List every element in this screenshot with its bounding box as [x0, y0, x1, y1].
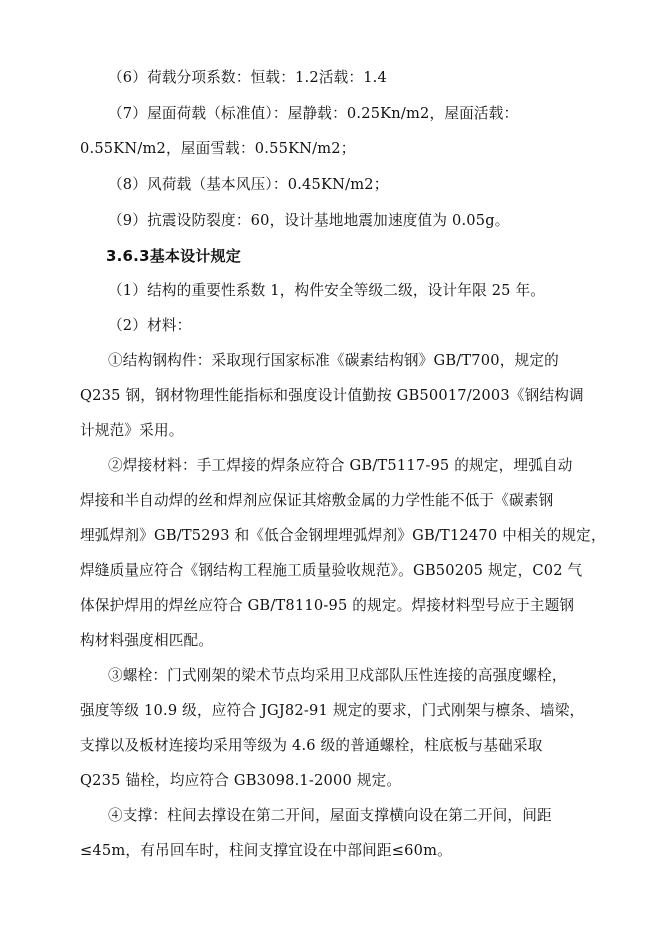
materials-line: （2）材料：: [108, 317, 192, 334]
bracing-line: ④支撑：柱间去撑设在第二开间，屋面支撑横向设在第二开间，间距: [108, 807, 552, 824]
wind-load-line: （8）风荷载（基本风压）：0.45KN/m2；: [108, 176, 389, 193]
section-heading: 3.6.3基本设计规定: [106, 247, 241, 265]
steel-members-cont-line: Q235 钢，钢材物理性能指标和强度设计值勤按 GB50017/2003《钢结构调: [80, 387, 584, 404]
seismic-line: （9）抗震设防裂度：60，设计基地地震加速度值为 0.05g。: [108, 212, 510, 229]
welding-cont-line-4: 体保护焊用的焊丝应符合 GB/T8110-95 的规定。焊接材料型号应于主题钢: [80, 597, 575, 614]
welding-cont-line-2: 埋弧焊剂》GB/T5293 和《低合金钢埋埋弧焊剂》GB/T12470 中相关的规定，: [80, 527, 606, 544]
importance-factor-line: （1）结构的重要性系数 1，构件安全等级二级，设计年限 25 年。: [108, 282, 546, 299]
roof-load-line: （7）屋面荷载（标准值）：屋静载：0.25Kn/m2，屋面活载：: [108, 105, 519, 122]
bolts-line: ③螺栓：门式刚架的梁术节点均采用卫戍部队压性连接的高强度螺栓，: [108, 667, 567, 684]
steel-members-line: ①结构钢构件：采取现行国家标准《碳素结构钢》GB/T700，规定的: [108, 352, 559, 369]
bolts-cont-line-2: 支撑以及板材连接均采用等级为 4.6 级的普通螺栓，柱底板与基础采取: [80, 737, 543, 754]
welding-cont-line-1: 焊接和半自动焊的丝和焊剂应保证其熔敷金属的力学性能不低于《碳素钢: [80, 492, 554, 509]
load-factor-line: （6）荷载分项系数：恒载：1.2活载：1.4: [108, 69, 388, 86]
roof-load-cont-line: 0.55KN/m2，屋面雪载：0.55KN/m2；: [80, 140, 356, 157]
bolts-end-line: Q235 锚栓，均应符合 GB3098.1-2000 规定。: [80, 772, 402, 789]
welding-line: ②焊接材料：手工焊接的焊条应符合 GB/T5117-95 的规定，埋弧自动: [108, 457, 573, 474]
welding-end-line: 构材料强度相匹配。: [80, 632, 214, 649]
bolts-cont-line-1: 强度等级 10.9 级，应符合 JGJ82-91 规定的要求，门式刚架与檩条、墙梁，: [80, 702, 585, 719]
welding-cont-line-3: 焊缝质量应符合《钢结构工程施工质量验收规范》。GB50205 规定，C02 气: [80, 562, 583, 579]
steel-members-end-line: 计规范》采用。: [80, 422, 184, 439]
bracing-end-line: ≤45m，有吊回车时，柱间支撑宜设在中部间距≤60m。: [80, 842, 452, 859]
